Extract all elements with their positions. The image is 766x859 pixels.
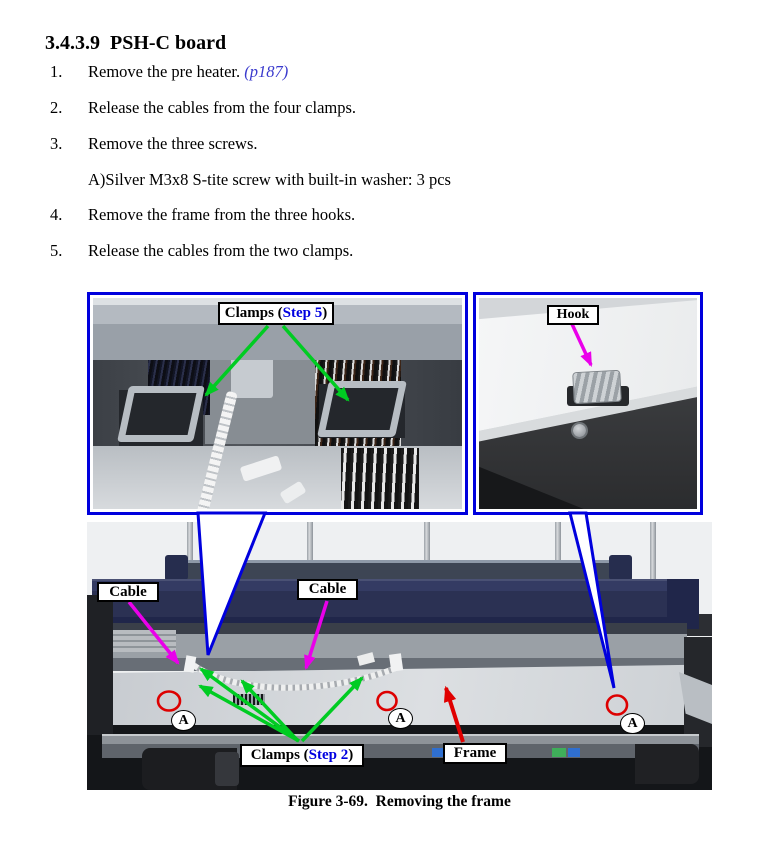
step-text: Remove the three screws. bbox=[88, 134, 258, 153]
label-text: Clamps ( bbox=[250, 747, 309, 763]
label-text: Clamps ( bbox=[224, 305, 283, 321]
marker-a: A bbox=[171, 710, 196, 731]
rail-sticker bbox=[568, 748, 580, 757]
step-reference[interactable]: Step 2 bbox=[308, 747, 349, 763]
label-clamps-step2 bbox=[240, 744, 364, 767]
substep-text: A)Silver M3x8 S-tite screw with built-in washer: 3 pcs bbox=[88, 170, 451, 189]
inset-photo-clamps bbox=[87, 292, 468, 515]
rail-sticker bbox=[552, 748, 566, 757]
screw bbox=[573, 424, 586, 437]
photo-hook-closeup bbox=[479, 298, 697, 509]
cable-clamp-left bbox=[117, 386, 205, 442]
step-number: 2. bbox=[50, 98, 63, 117]
step-1-text: Remove the pre heater. bbox=[88, 62, 245, 81]
vent-grille bbox=[233, 694, 265, 705]
console-beam-end bbox=[667, 579, 699, 629]
step-text: Release the cables from the four clamps. bbox=[88, 98, 357, 117]
step-number: 3. bbox=[50, 134, 63, 153]
motor-cap bbox=[215, 752, 239, 786]
wire-bundle-hanging bbox=[341, 448, 419, 509]
marker-a: A bbox=[620, 713, 645, 734]
hook-tab bbox=[573, 371, 621, 403]
step-text bbox=[88, 62, 288, 82]
label-frame: Frame bbox=[443, 743, 507, 764]
step-number: 4. bbox=[50, 205, 63, 224]
step-number: 1. bbox=[50, 62, 63, 81]
step-text: Release the cables from the two clamps. bbox=[88, 241, 354, 260]
label-cable-mid: Cable bbox=[297, 579, 358, 600]
photo-frame-overview bbox=[87, 522, 712, 790]
motor-right bbox=[635, 744, 699, 784]
shelf-end-cap bbox=[609, 555, 632, 580]
side-panel-left bbox=[87, 595, 113, 735]
step-text: Remove the frame from the three hooks. bbox=[88, 205, 356, 224]
label-clamps-step5 bbox=[218, 302, 334, 325]
photo-under-cover bbox=[93, 298, 462, 509]
metal-device bbox=[112, 630, 176, 652]
white-bracket bbox=[231, 354, 273, 398]
page-reference-link[interactable]: (p187) bbox=[244, 62, 289, 81]
step-reference[interactable]: Step 5 bbox=[282, 305, 323, 321]
pole bbox=[650, 522, 656, 584]
step-number: 5. bbox=[50, 241, 63, 260]
label-text: ) bbox=[322, 305, 328, 321]
figure-caption: Figure 3-69. Removing the frame bbox=[288, 793, 511, 810]
label-hook: Hook bbox=[547, 305, 599, 325]
shelf-end-cap bbox=[165, 555, 188, 580]
cable-clamp-right bbox=[317, 381, 407, 437]
glass-shelf bbox=[165, 560, 632, 579]
inset-photo-hook bbox=[473, 292, 703, 515]
figure-3-69 bbox=[0, 292, 766, 815]
console-beam bbox=[92, 579, 699, 625]
label-cable-left: Cable bbox=[97, 582, 159, 602]
label-text: ) bbox=[348, 747, 354, 763]
marker-a: A bbox=[388, 708, 413, 729]
section-heading: 3.4.3.9 PSH-C board bbox=[45, 32, 227, 55]
